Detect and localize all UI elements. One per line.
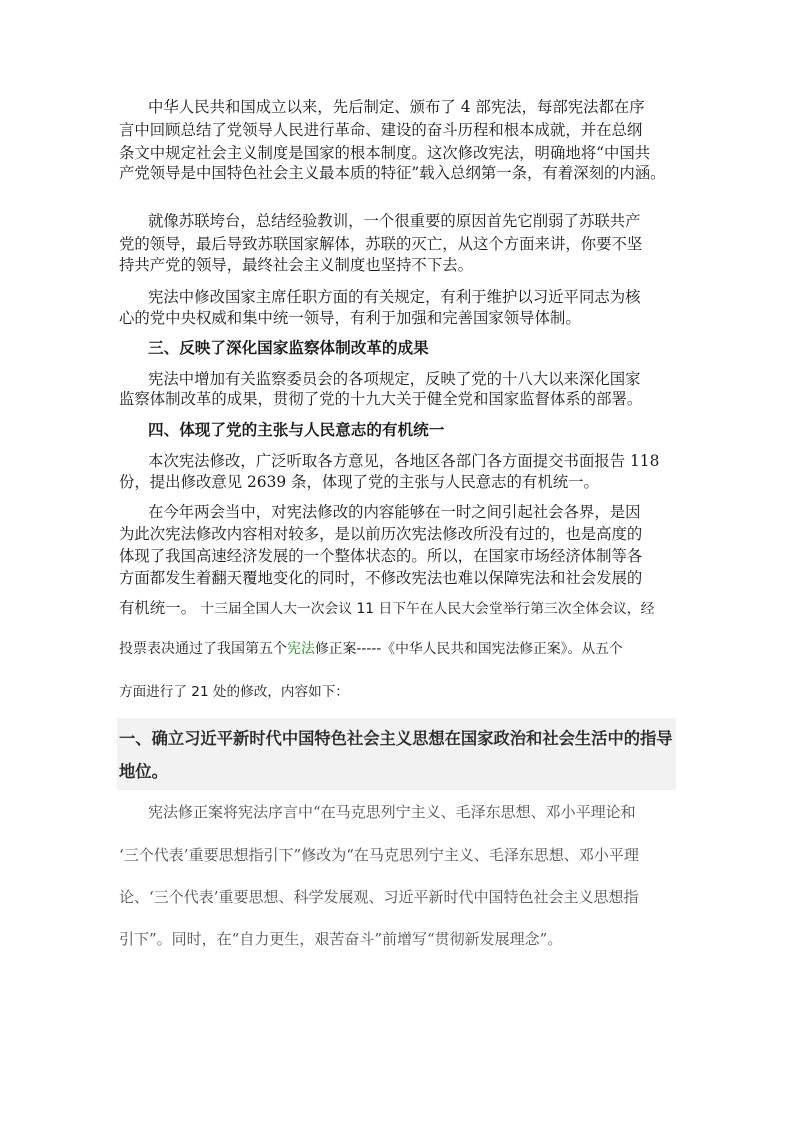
- text-line: 宪法中修改国家主席任职方面的有关规定，有利于维护以习近平同志为核: [148, 288, 641, 306]
- text-line: 份，提出修改意见 2639 条，体现了党的主张与人民意志的有机统一。: [119, 473, 599, 491]
- section-heading-unity: 四、体现了党的主张与人民意志的有机统一: [148, 421, 445, 439]
- text-line: 言中回顾总结了党领导人民进行革命、建设的奋斗历程和根本成就，并在总纲: [119, 121, 643, 139]
- text-line: 持共产党的领导，最终社会主义制度也坚持不下去。: [119, 256, 473, 274]
- text-line: 在今年两会当中，对宪法修改的内容能够在一时之间引起社会各界，是因: [148, 503, 641, 521]
- text-line: 监察体制改革的成果，贯彻了党的十九大关于健全党和国家监督体系的部署。: [119, 390, 643, 408]
- text-line: 产党领导是中国特色社会主义最本质的特征”载入总纲第一条，有着深刻的内涵。: [119, 164, 666, 182]
- constitution-link[interactable]: 宪法: [287, 641, 315, 657]
- text-span: 有机统一。: [119, 599, 196, 617]
- text-line: 中华人民共和国成立以来，先后制定、颁布了 4 部宪法，每部宪法都在序: [148, 98, 645, 116]
- highlight-heading-line: 一、确立习近平新时代中国特色社会主义思想在国家政治和社会生活中的指导: [119, 729, 673, 748]
- text-line: 本次宪法修改，广泛听取各方意见，各地区各部门各方面提交书面报告 118: [148, 452, 660, 470]
- highlight-heading-line: 地位。: [119, 762, 168, 781]
- text-line: 为此次宪法修改内容相对较多，是以前历次宪法修改所没有过的，也是高度的: [119, 525, 643, 543]
- text-line: [119, 639, 623, 659]
- text-line: 条文中规定社会主义制度是国家的根本制度。这次修改宪法，明确地将“中国共: [119, 144, 651, 162]
- text-line: [119, 598, 654, 619]
- text-line: 引下”。同时，在“自力更生，艰苦奋斗”前增写“贯彻新发展理念”。: [119, 930, 563, 948]
- text-line: ‘三个代表’重要思想指引下”修改为“在马克思列宁主义、毛泽东思想、邓小平理: [119, 846, 639, 864]
- text-line: 宪法中增加有关监察委员会的各项规定，反映了党的十八大以来深化国家: [148, 370, 641, 388]
- text-line: 方面进行了 21 处的修改，内容如下：: [119, 684, 349, 700]
- text-line: 党的领导，最后导致苏联国家解体，苏联的灭亡，从这个方面来讲，你要不坚: [119, 235, 643, 253]
- text-line: 心的党中央权威和集中统一领导，有利于加强和完善国家领导体制。: [119, 309, 581, 327]
- text-span: 修正案-----《中华人民共和国宪法修正案》。从五个: [315, 641, 623, 657]
- text-line: 论、‘三个代表’重要思想、科学发展观、习近平新时代中国特色社会主义思想指: [119, 888, 639, 906]
- section-heading-supervision: 三、反映了深化国家监察体制改革的成果: [148, 339, 429, 357]
- text-span: 十三届全国人大一次会议 11 日下午在人民大会堂举行第三次全体会议，经: [195, 601, 655, 617]
- text-line: 就像苏联垮台，总结经验教训，一个很重要的原因首先它削弱了苏联共产: [148, 212, 641, 230]
- text-line: 宪法修正案将宪法序言中“在马克思列宁主义、毛泽东思想、邓小平理论和: [148, 803, 636, 821]
- text-line: 体现了我国高速经济发展的一个整体状态的。所以，在国家市场经济体制等各: [119, 547, 643, 565]
- text-span: 投票表决: [119, 641, 175, 657]
- text-span: 通过了我国第五个: [175, 641, 287, 657]
- text-line: 方面都发生着翻天覆地变化的同时，不修改宪法也难以保障宪法和社会发展的: [119, 569, 643, 587]
